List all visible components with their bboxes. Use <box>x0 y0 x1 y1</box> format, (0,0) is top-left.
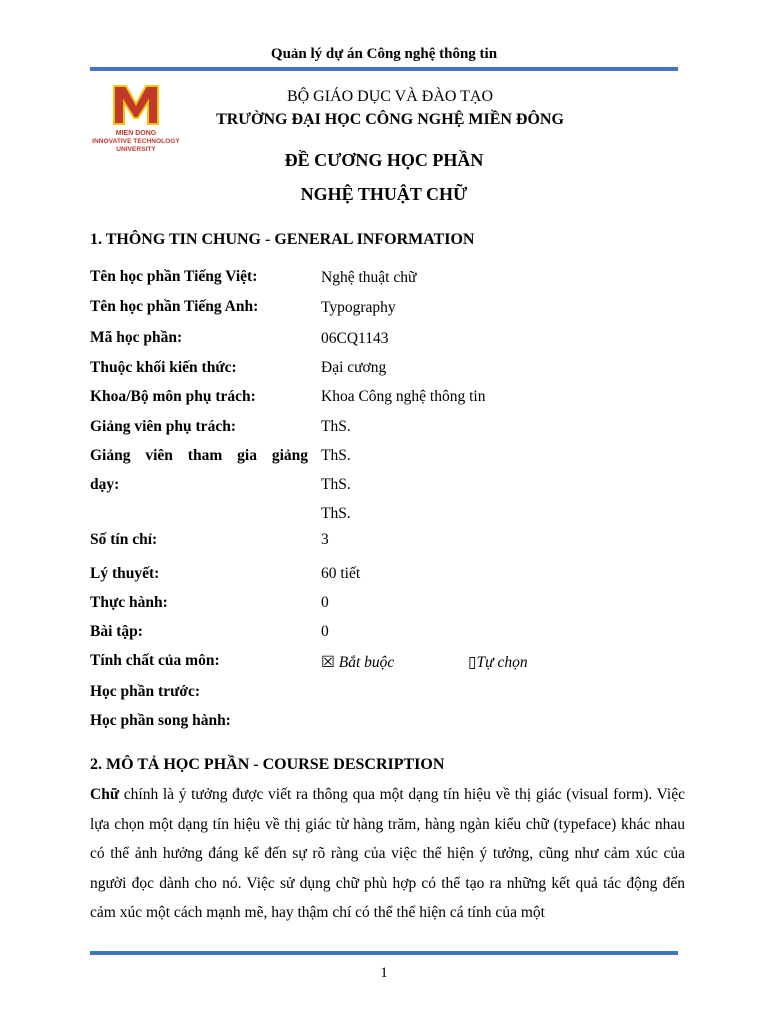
description-lead: Chữ <box>90 786 120 803</box>
footer-rule <box>90 951 678 955</box>
value-practice: 0 <box>321 594 329 611</box>
value-lecturer-in-charge: ThS. <box>321 418 351 435</box>
section2-heading: 2. MÔ TẢ HỌC PHẦN - COURSE DESCRIPTION <box>90 756 445 773</box>
value-knowledge-block: Đại cương <box>321 359 387 376</box>
option-compulsory-label: Bắt buộc <box>338 654 395 671</box>
label-exercises: Bài tập: <box>90 623 143 640</box>
section1-heading: 1. THÔNG TIN CHUNG - GENERAL INFORMATION <box>90 231 475 248</box>
page-number: 1 <box>380 965 388 981</box>
value-course-name-en: Typography <box>321 299 396 316</box>
label-participating-lecturers-cont: dạy: <box>90 476 120 493</box>
value-theory: 60 tiết <box>321 565 361 582</box>
label-theory: Lý thuyết: <box>90 565 160 582</box>
value-course-code: 06CQ1143 <box>321 330 389 347</box>
value-participating-lecturer-3: ThS. <box>321 505 351 522</box>
label-course-name-vi: Tên học phần Tiếng Việt: <box>90 268 258 285</box>
label-prerequisite: Học phần trước: <box>90 683 201 700</box>
label-course-code: Mã học phần: <box>90 329 183 346</box>
label-lecturer-in-charge: Giảng viên phụ trách: <box>90 418 236 435</box>
document-title: ĐỀ CƯƠNG HỌC PHẦN <box>284 150 484 170</box>
value-credits: 3 <box>321 531 329 548</box>
header-title: Quản lý dự án Công nghệ thông tin <box>270 46 498 62</box>
option-compulsory <box>321 653 394 672</box>
label-course-type: Tính chất của môn: <box>90 652 220 669</box>
option-elective <box>468 653 528 672</box>
option-elective-label: Tự chọn <box>476 654 528 671</box>
label-credits: Số tín chỉ: <box>90 531 158 548</box>
header-rule <box>90 67 678 71</box>
value-course-name-vi: Nghệ thuật chữ <box>321 269 417 286</box>
label-department: Khoa/Bộ môn phụ trách: <box>90 388 256 405</box>
logo-line3: UNIVERSITY <box>116 146 156 153</box>
university-name: TRƯỜNG ĐẠI HỌC CÔNG NGHỆ MIỀN ĐÔNG <box>216 111 564 128</box>
ministry-name: BỘ GIÁO DỤC VÀ ĐÀO TẠO <box>286 88 494 105</box>
label-corequisite: Học phần song hành: <box>90 712 231 729</box>
value-exercises: 0 <box>321 623 329 640</box>
value-participating-lecturer-2: ThS. <box>321 476 351 493</box>
logo-line2: INNOVATIVE TECHNOLOGY <box>92 138 180 145</box>
unchecked-box-icon: ▯ <box>468 654 477 671</box>
course-description <box>90 780 685 928</box>
label-knowledge-block: Thuộc khối kiến thức: <box>90 359 237 376</box>
label-participating-lecturers: Giảng viên tham gia giảng <box>90 447 308 464</box>
description-text: chính là ý tưởng được viết ra thông qua một dạng tín hiệu về thị giác (visual form). Việc lựa chọn một dạng tín hiệu về thị giác từ hàng trăm, hàng ngàn kiểu chữ (typeface) khác nhau có thể ảnh hưởng đáng kể đến sự rõ ràng của việc thể hiện ý tưởng, cũng như cảm xúc của người đọc dành cho nó. Việc sử dụng chữ phù hợp có thể tạo ra những kết quả tác động đến cảm xúc một cách mạnh mẽ, hay thậm chí có thể thể hiện cá tính của một <box>90 786 685 921</box>
document-subtitle: NGHỆ THUẬT CHỮ <box>300 184 468 204</box>
value-participating-lecturer-1: ThS. <box>321 447 351 464</box>
university-logo <box>82 84 190 156</box>
logo-line1: MIEN DONG <box>115 130 157 137</box>
value-department: Khoa Công nghệ thông tin <box>321 388 486 405</box>
logo-icon <box>82 84 190 156</box>
label-practice: Thực hành: <box>90 594 168 611</box>
label-course-name-en: Tên học phần Tiếng Anh: <box>90 298 259 315</box>
checked-box-icon: ☒ <box>321 654 335 671</box>
